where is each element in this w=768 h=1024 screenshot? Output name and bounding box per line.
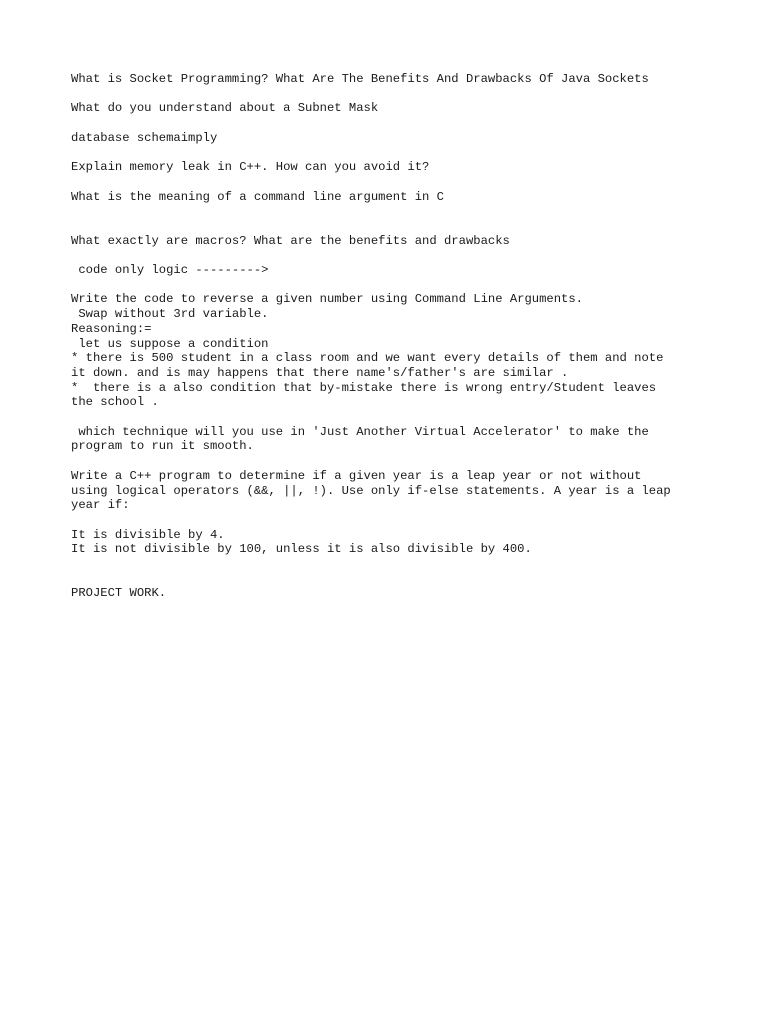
document-line: let us suppose a condition	[71, 336, 269, 351]
document-line	[71, 248, 711, 263]
document-line	[71, 204, 711, 219]
document-page	[71, 72, 711, 601]
document-line	[71, 572, 711, 587]
document-line: Reasoning:=	[71, 321, 152, 336]
document-line: What exactly are macros? What are the benefits and drawbacks	[71, 233, 510, 248]
document-line	[71, 513, 711, 528]
document-line: What is the meaning of a command line argument in C	[71, 189, 444, 204]
document-line: What is Socket Programming? What Are The Benefits And Drawbacks Of Java Sockets	[71, 72, 649, 86]
document-line: code only logic --------->	[71, 263, 269, 278]
document-line: the school .	[71, 395, 159, 410]
document-line	[71, 145, 711, 160]
document-line: * there is a also condition that by-mistake there is wrong entry/Student leaves	[71, 380, 657, 395]
document-line: PROJECT WORK.	[71, 586, 167, 601]
document-line: Write a C++ program to determine if a given year is a leap year or not without	[71, 468, 642, 483]
document-line: Write the code to reverse a given number using Command Line Arguments.	[71, 292, 583, 307]
document-line: it down. and is may happens that there name's/father's are similar .	[71, 365, 569, 380]
document-line	[71, 219, 711, 234]
document-line	[71, 175, 711, 190]
document-line	[71, 116, 711, 131]
document-line	[71, 278, 711, 293]
document-line: Explain memory leak in C++. How can you avoid it?	[71, 160, 430, 175]
document-line: It is not divisible by 100, unless it is also divisible by 400.	[71, 542, 532, 557]
document-line: program to run it smooth.	[71, 439, 254, 454]
document-line: Swap without 3rd variable.	[71, 307, 269, 322]
document-line: which technique will you use in 'Just Another Virtual Accelerator' to make the	[71, 424, 649, 439]
document-line	[71, 557, 711, 572]
document-line: year if:	[71, 498, 130, 513]
document-line: * there is 500 student in a class room and we want every details of them and note	[71, 351, 664, 366]
document-line	[71, 410, 711, 425]
document-line	[71, 454, 711, 469]
document-line: using logical operators (&&, ||, !). Use only if-else statements. A year is a leap	[71, 483, 671, 498]
document-line	[71, 87, 711, 102]
document-line: database schemaimply	[71, 130, 218, 145]
document-line: What do you understand about a Subnet Mask	[71, 101, 379, 116]
document-line: It is divisible by 4.	[71, 527, 225, 542]
